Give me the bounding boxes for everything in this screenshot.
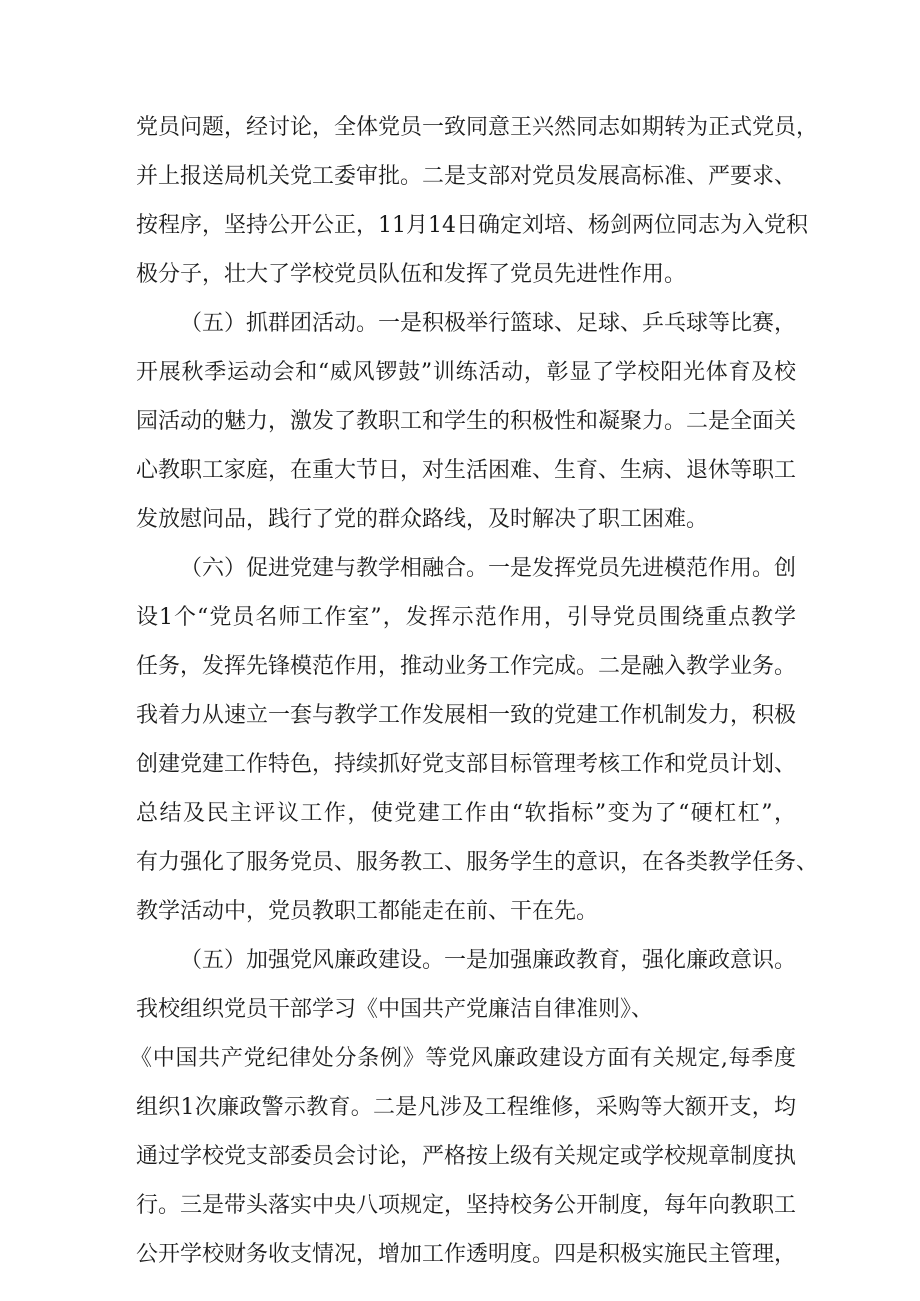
text-line: 任务，发挥先锋模范作用，推动业务工作完成。二是融入教学业务。 <box>136 654 797 679</box>
text-line: 公开学校财务收支情况，增加工作透明度。四是积极实施民主管理， <box>136 1242 797 1267</box>
text-line: 党员问题，经讨论，全体党员一致同意王兴然同志如期转为正式党员， <box>136 115 819 140</box>
text-line: 设1个“党员名师工作室”，发挥示范作用，引导党员围绕重点教学 <box>136 605 796 630</box>
text-line: 《中国共产党纪律处分条例》等党风廉政建设方面有关规定,每季度 <box>130 1046 796 1071</box>
text-line: 我着力从速立一套与教学工作发展相一致的党建工作机制发力，积极 <box>136 703 797 728</box>
text-line: 行。三是带头落实中央八项规定，坚持校务公开制度，每年向教职工 <box>136 1193 797 1218</box>
text-line: 教学活动中，党员教职工都能走在前、干在先。 <box>136 899 599 924</box>
text-line: 创建党建工作特色，持续抓好党支部目标管理考核工作和党员计划、 <box>136 752 797 777</box>
text-line: 园活动的魅力，激发了教职工和学生的积极性和凝聚力。二是全面关 <box>136 409 797 434</box>
text-line: 按程序，坚持公开公正，11月14日确定刘培、杨剑两位同志为入党积 <box>136 213 808 238</box>
text-line: 发放慰问品，践行了党的群众路线，及时解决了职工困难。 <box>136 507 709 532</box>
text-line: 开展秋季运动会和“威风锣鼓”训练活动，彰显了学校阳光体育及校 <box>136 360 796 385</box>
text-line: 通过学校党支部委员会讨论，严格按上级有关规定或学校规章制度执 <box>136 1144 797 1169</box>
paragraph-heading-line: （六）促进党建与教学相融合。一是发挥党员先进模范作用。创 <box>180 556 797 581</box>
text-line: 我校组织党员干部学习《中国共产党廉洁自律准则》、 <box>136 997 654 1022</box>
text-line: 组织1次廉政警示教育。二是凡涉及工程维修，采购等大额开支，均 <box>136 1095 796 1120</box>
text-line: 极分子，壮大了学校党员队伍和发挥了党员先进性作用。 <box>136 262 687 287</box>
text-line: 心教职工家庭，在重大节日，对生活困难、生育、生病、退休等职工 <box>136 458 797 483</box>
text-line: 有力强化了服务党员、服务教工、服务学生的意识，在各类教学任务、 <box>136 850 819 875</box>
text-line: 并上报送局机关党工委审批。二是支部对党员发展高标准、严要求、 <box>136 164 797 189</box>
paragraph-heading-line: （五）抓群团活动。一是积极举行篮球、足球、乒乓球等比赛， <box>180 311 797 336</box>
paragraph-heading-line: （五）加强党风廉政建设。一是加强廉政教育，强化廉政意识。 <box>180 948 797 973</box>
text-line: 总结及民主评议工作，使党建工作由“软指标”变为了“硬杠杠”， <box>136 801 796 826</box>
